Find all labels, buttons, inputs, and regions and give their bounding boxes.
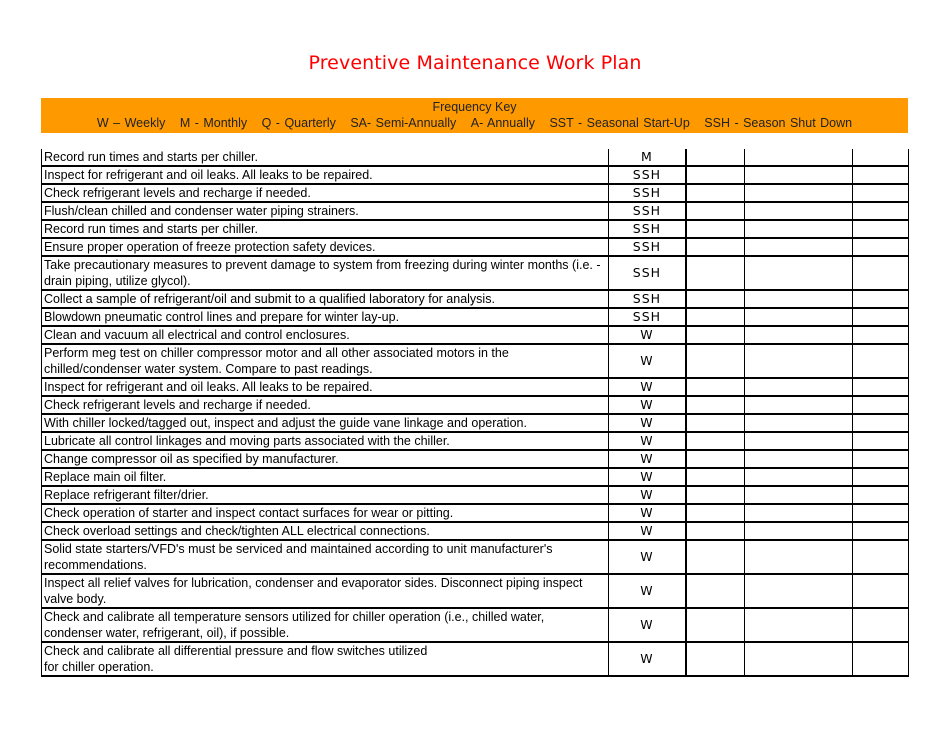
- blank-cell-2[interactable]: [744, 468, 852, 486]
- blank-cell-3[interactable]: [852, 450, 908, 468]
- task-description: Clean and vacuum all electrical and control enclosures.: [42, 326, 609, 344]
- blank-cell-3[interactable]: [852, 166, 908, 184]
- task-frequency: W: [608, 396, 686, 414]
- task-description: With chiller locked/tagged out, inspect and adjust the guide vane linkage and operation.: [42, 414, 609, 432]
- frequency-key-items: [41, 115, 908, 131]
- blank-cell-1[interactable]: [686, 202, 744, 220]
- task-frequency: W: [608, 344, 686, 378]
- blank-cell-1[interactable]: [686, 608, 744, 642]
- blank-cell-1[interactable]: [686, 574, 744, 608]
- task-frequency: W: [608, 504, 686, 522]
- task-frequency: W: [608, 574, 686, 608]
- table-row: [42, 574, 909, 608]
- blank-cell-1[interactable]: [686, 308, 744, 326]
- task-frequency: SSH: [608, 238, 686, 256]
- blank-cell-1[interactable]: [686, 220, 744, 238]
- table-row: [42, 540, 909, 574]
- task-frequency: W: [608, 414, 686, 432]
- blank-cell-1[interactable]: [686, 540, 744, 574]
- task-description: Replace main oil filter.: [42, 468, 609, 486]
- table-row: [42, 344, 909, 378]
- task-description: Solid state starters/VFD's must be serviced and maintained according to unit manufacturer's recommendations.: [42, 540, 609, 574]
- blank-cell-3[interactable]: [852, 220, 908, 238]
- blank-cell-2[interactable]: [744, 396, 852, 414]
- blank-cell-3[interactable]: [852, 326, 908, 344]
- table-row: [42, 522, 909, 540]
- task-frequency: W: [608, 522, 686, 540]
- task-description: Inspect all relief valves for lubrication, condenser and evaporator sides. Disconnect piping inspect valve body.: [42, 574, 609, 608]
- blank-cell-2[interactable]: [744, 522, 852, 540]
- blank-cell-1[interactable]: [686, 522, 744, 540]
- blank-cell-2[interactable]: [744, 202, 852, 220]
- task-description: Collect a sample of refrigerant/oil and submit to a qualified laboratory for analysis.: [42, 290, 609, 308]
- blank-cell-1[interactable]: [686, 290, 744, 308]
- task-description: Blowdown pneumatic control lines and prepare for winter lay-up.: [42, 308, 609, 326]
- task-description: Check operation of starter and inspect contact surfaces for wear or pitting.: [42, 504, 609, 522]
- task-description: Inspect for refrigerant and oil leaks. All leaks to be repaired.: [42, 378, 609, 396]
- blank-cell-1[interactable]: [686, 414, 744, 432]
- task-description: Record run times and starts per chiller.: [42, 220, 609, 238]
- frequency-key-item: SA- Semi-Annually: [350, 116, 457, 130]
- blank-cell-2[interactable]: [744, 574, 852, 608]
- blank-cell-3[interactable]: [852, 504, 908, 522]
- task-table: [41, 149, 909, 677]
- table-row: [42, 450, 909, 468]
- frequency-key-item: A- Annually: [470, 116, 535, 130]
- table-row: [42, 504, 909, 522]
- task-description: Record run times and starts per chiller.: [42, 149, 609, 166]
- blank-cell-1[interactable]: [686, 450, 744, 468]
- blank-cell-1[interactable]: [686, 486, 744, 504]
- task-frequency: W: [608, 326, 686, 344]
- frequency-key-heading: Frequency Key: [432, 100, 517, 114]
- task-frequency: W: [608, 378, 686, 396]
- task-description: Inspect for refrigerant and oil leaks. All leaks to be repaired.: [42, 166, 609, 184]
- blank-cell-1[interactable]: [686, 468, 744, 486]
- blank-cell-3[interactable]: [852, 308, 908, 326]
- blank-cell-3[interactable]: [852, 344, 908, 378]
- blank-cell-3[interactable]: [852, 184, 908, 202]
- task-frequency: SSH: [608, 256, 686, 290]
- blank-cell-3[interactable]: [852, 202, 908, 220]
- task-description: Ensure proper operation of freeze protection safety devices.: [42, 238, 609, 256]
- blank-cell-2[interactable]: [744, 326, 852, 344]
- frequency-key-item: M - Monthly: [179, 116, 248, 130]
- task-description: Check refrigerant levels and recharge if needed.: [42, 184, 609, 202]
- blank-cell-1[interactable]: [686, 396, 744, 414]
- table-row: [42, 202, 909, 220]
- task-frequency: SSH: [608, 202, 686, 220]
- blank-cell-3[interactable]: [852, 522, 908, 540]
- blank-cell-2[interactable]: [744, 344, 852, 378]
- task-frequency: SSH: [608, 166, 686, 184]
- task-description: Take precautionary measures to prevent damage to system from freezing during winter months (i.e. - drain piping, utilize glycol).: [42, 256, 609, 290]
- frequency-key-item: SSH - Season Shut Down: [704, 116, 853, 130]
- blank-cell-2[interactable]: [744, 308, 852, 326]
- blank-cell-3[interactable]: [852, 396, 908, 414]
- table-row: [42, 184, 909, 202]
- frequency-key-banner: [41, 98, 908, 133]
- task-frequency: W: [608, 468, 686, 486]
- task-description: Check overload settings and check/tighten ALL electrical connections.: [42, 522, 609, 540]
- frequency-key-item: Q - Quarterly: [261, 116, 336, 130]
- task-description: Check and calibrate all temperature sensors utilized for chiller operation (i.e., chilled water, condenser water, refrigerant, oil), if possible.: [42, 608, 609, 642]
- task-frequency: W: [608, 486, 686, 504]
- task-frequency: W: [608, 432, 686, 450]
- blank-cell-1[interactable]: [686, 256, 744, 290]
- table-row: [42, 468, 909, 486]
- blank-cell-2[interactable]: [744, 378, 852, 396]
- table-row: [42, 486, 909, 504]
- task-description: Flush/clean chilled and condenser water piping strainers.: [42, 202, 609, 220]
- task-frequency: W: [608, 642, 686, 676]
- task-frequency: W: [608, 540, 686, 574]
- table-row: [42, 396, 909, 414]
- table-row: [42, 642, 909, 676]
- task-frequency: SSH: [608, 184, 686, 202]
- blank-cell-2[interactable]: [744, 486, 852, 504]
- task-frequency: W: [608, 608, 686, 642]
- table-row: [42, 290, 909, 308]
- blank-cell-3[interactable]: [852, 414, 908, 432]
- blank-cell-1[interactable]: [686, 642, 744, 676]
- blank-cell-2[interactable]: [744, 149, 852, 166]
- blank-cell-2[interactable]: [744, 184, 852, 202]
- task-description: Replace refrigerant filter/drier.: [42, 486, 609, 504]
- page-title: Preventive Maintenance Work Plan: [308, 52, 642, 74]
- table-row: [42, 220, 909, 238]
- blank-cell-3[interactable]: [852, 256, 908, 290]
- task-description: Check and calibrate all differential pressure and flow switches utilized for chiller operation.: [42, 642, 609, 676]
- table-row: [42, 326, 909, 344]
- blank-cell-2[interactable]: [744, 432, 852, 450]
- blank-cell-2[interactable]: [744, 256, 852, 290]
- blank-cell-2[interactable]: [744, 540, 852, 574]
- blank-cell-2[interactable]: [744, 166, 852, 184]
- blank-cell-3[interactable]: [852, 290, 908, 308]
- blank-cell-3[interactable]: [852, 468, 908, 486]
- blank-cell-1[interactable]: [686, 504, 744, 522]
- blank-cell-2[interactable]: [744, 238, 852, 256]
- blank-cell-2[interactable]: [744, 450, 852, 468]
- blank-cell-2[interactable]: [744, 504, 852, 522]
- blank-cell-2[interactable]: [744, 220, 852, 238]
- blank-cell-3[interactable]: [852, 608, 908, 642]
- blank-cell-1[interactable]: [686, 326, 744, 344]
- blank-cell-3[interactable]: [852, 540, 908, 574]
- table-row: [42, 256, 909, 290]
- blank-cell-3[interactable]: [852, 574, 908, 608]
- task-frequency: SSH: [608, 290, 686, 308]
- blank-cell-3[interactable]: [852, 486, 908, 504]
- blank-cell-1[interactable]: [686, 432, 744, 450]
- table-row: [42, 378, 909, 396]
- table-row: [42, 166, 909, 184]
- blank-cell-3[interactable]: [852, 378, 908, 396]
- task-frequency: SSH: [608, 220, 686, 238]
- task-frequency: SSH: [608, 308, 686, 326]
- blank-cell-2[interactable]: [744, 642, 852, 676]
- blank-cell-3[interactable]: [852, 432, 908, 450]
- blank-cell-2[interactable]: [744, 608, 852, 642]
- blank-cell-1[interactable]: [686, 378, 744, 396]
- blank-cell-2[interactable]: [744, 414, 852, 432]
- task-description: Perform meg test on chiller compressor motor and all other associated motors in the chilled/condenser water system. Compare to past readings.: [42, 344, 609, 378]
- blank-cell-3[interactable]: [852, 149, 908, 166]
- table-row: [42, 308, 909, 326]
- blank-cell-1[interactable]: [686, 238, 744, 256]
- task-description: Lubricate all control linkages and moving parts associated with the chiller.: [42, 432, 609, 450]
- table-row: [42, 414, 909, 432]
- blank-cell-1[interactable]: [686, 149, 744, 166]
- blank-cell-3[interactable]: [852, 642, 908, 676]
- table-row: [42, 149, 909, 166]
- task-frequency: W: [608, 450, 686, 468]
- table-row: [42, 432, 909, 450]
- table-row: [42, 238, 909, 256]
- blank-cell-1[interactable]: [686, 344, 744, 378]
- table-row: [42, 608, 909, 642]
- blank-cell-3[interactable]: [852, 238, 908, 256]
- frequency-key-item: W – Weekly: [96, 116, 166, 130]
- blank-cell-2[interactable]: [744, 290, 852, 308]
- frequency-key-item: SST - Seasonal Start-Up: [549, 116, 690, 130]
- task-frequency: M: [608, 149, 686, 166]
- task-description: Change compressor oil as specified by manufacturer.: [42, 450, 609, 468]
- task-description: Check refrigerant levels and recharge if needed.: [42, 396, 609, 414]
- blank-cell-1[interactable]: [686, 184, 744, 202]
- task-table-body: [42, 149, 909, 676]
- blank-cell-1[interactable]: [686, 166, 744, 184]
